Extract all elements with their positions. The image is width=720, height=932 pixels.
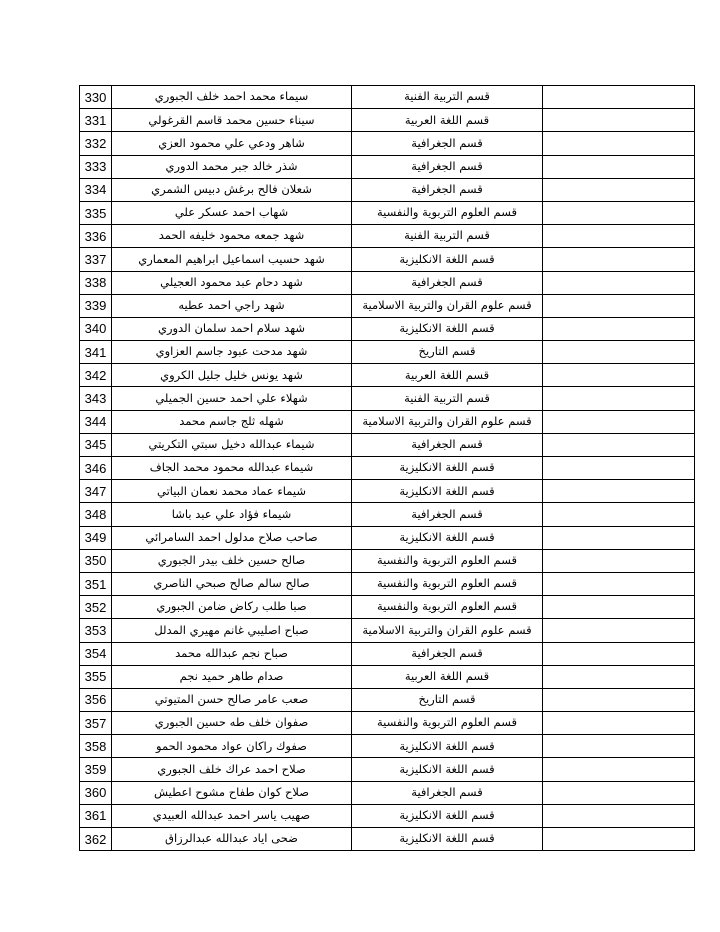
student-name-cell: شاهر ودعي علي محمود العزي [112,132,352,155]
row-number-cell: 342 [80,364,112,387]
department-cell: قسم التاريخ [352,688,543,711]
student-name-cell: شيماء فؤاد علي عبد باشا [112,503,352,526]
empty-cell [543,225,695,248]
department-cell: قسم التربية الفنية [352,225,543,248]
department-cell: قسم العلوم التربوية والنفسية [352,572,543,595]
table-row [80,109,695,132]
row-number-cell: 335 [80,201,112,224]
student-name-cell: صهيب ياسر احمد عبدالله العبيدي [112,804,352,827]
empty-cell [543,387,695,410]
row-number-cell: 345 [80,433,112,456]
department-cell: قسم اللغة العربية [352,109,543,132]
student-name-cell: شيماء عبدالله دخيل سبتي التكريتي [112,433,352,456]
student-name-cell: شهلاء علي احمد حسين الجميلي [112,387,352,410]
empty-cell [543,619,695,642]
empty-cell [543,86,695,109]
table-row [80,642,695,665]
row-number-cell: 340 [80,317,112,340]
student-name-cell: صعب عامر صالح حسن المتيوتي [112,688,352,711]
row-number-cell: 361 [80,804,112,827]
empty-cell [543,526,695,549]
student-name-cell: صدام طاهر حميد نجم [112,665,352,688]
department-cell: قسم الجغرافية [352,781,543,804]
student-roster-table [79,85,695,851]
table-row [80,712,695,735]
student-name-cell: صفوك راكان عواد محمود الحمو [112,735,352,758]
row-number-cell: 362 [80,828,112,851]
table-row [80,457,695,480]
department-cell: قسم اللغة الانكليزية [352,248,543,271]
empty-cell [543,201,695,224]
roster-body [80,86,695,851]
department-cell: قسم اللغة الانكليزية [352,480,543,503]
empty-cell [543,572,695,595]
table-row [80,433,695,456]
student-name-cell: شهاب احمد عسكر علي [112,201,352,224]
row-number-cell: 359 [80,758,112,781]
student-name-cell: صبا طلب ركاض ضامن الجبوري [112,596,352,619]
row-number-cell: 336 [80,225,112,248]
row-number-cell: 339 [80,294,112,317]
table-row [80,248,695,271]
student-name-cell: ضحى اياد عبدالله عبدالرزاق [112,828,352,851]
student-name-cell: صلاح كوان طفاح مشوح اعطيش [112,781,352,804]
row-number-cell: 358 [80,735,112,758]
empty-cell [543,665,695,688]
row-number-cell: 337 [80,248,112,271]
department-cell: قسم اللغة العربية [352,364,543,387]
department-cell: قسم التربية الفنية [352,387,543,410]
student-name-cell: شذر خالد جبر محمد الدوري [112,155,352,178]
row-number-cell: 356 [80,688,112,711]
empty-cell [543,503,695,526]
department-cell: قسم اللغة الانكليزية [352,735,543,758]
student-name-cell: شيماء عبدالله محمود محمد الجاف [112,457,352,480]
table-row [80,341,695,364]
table-row [80,410,695,433]
empty-cell [543,804,695,827]
department-cell: قسم العلوم التربوية والنفسية [352,712,543,735]
department-cell: قسم التربية الفنية [352,86,543,109]
table-row [80,387,695,410]
row-number-cell: 344 [80,410,112,433]
table-row [80,201,695,224]
table-row [80,503,695,526]
student-name-cell: شهد سلام احمد سلمان الدوري [112,317,352,340]
department-cell: قسم الجغرافية [352,155,543,178]
empty-cell [543,480,695,503]
student-name-cell: شيماء عماد محمد نعمان البياتي [112,480,352,503]
table-row [80,735,695,758]
row-number-cell: 352 [80,596,112,619]
student-name-cell: شهله ثلج جاسم محمد [112,410,352,433]
department-cell: قسم الجغرافية [352,642,543,665]
row-number-cell: 334 [80,178,112,201]
row-number-cell: 349 [80,526,112,549]
row-number-cell: 338 [80,271,112,294]
student-name-cell: صفوان خلف طه حسين الجبوري [112,712,352,735]
department-cell: قسم اللغة الانكليزية [352,457,543,480]
table-row [80,86,695,109]
table-row [80,619,695,642]
empty-cell [543,317,695,340]
empty-cell [543,341,695,364]
empty-cell [543,364,695,387]
table-row [80,665,695,688]
department-cell: قسم علوم القران والتربية الاسلامية [352,619,543,642]
student-name-cell: سيناء حسين محمد قاسم القرغولي [112,109,352,132]
department-cell: قسم العلوم التربوية والنفسية [352,596,543,619]
table-row [80,155,695,178]
row-number-cell: 350 [80,549,112,572]
department-cell: قسم الجغرافية [352,178,543,201]
row-number-cell: 332 [80,132,112,155]
empty-cell [543,758,695,781]
department-cell: قسم التاريخ [352,341,543,364]
student-name-cell: صباح اصليبي غانم مهيري المدلل [112,619,352,642]
student-name-cell: صالح حسين خلف بيدر الجبوري [112,549,352,572]
empty-cell [543,178,695,201]
empty-cell [543,132,695,155]
table-row [80,758,695,781]
department-cell: قسم اللغة الانكليزية [352,758,543,781]
row-number-cell: 348 [80,503,112,526]
student-name-cell: شهد حسيب اسماعيل ابراهيم المعماري [112,248,352,271]
empty-cell [543,155,695,178]
department-cell: قسم علوم القران والتربية الاسلامية [352,410,543,433]
department-cell: قسم علوم القران والتربية الاسلامية [352,294,543,317]
row-number-cell: 347 [80,480,112,503]
row-number-cell: 357 [80,712,112,735]
table-row [80,225,695,248]
empty-cell [543,781,695,804]
row-number-cell: 360 [80,781,112,804]
empty-cell [543,712,695,735]
department-cell: قسم اللغة العربية [352,665,543,688]
empty-cell [543,828,695,851]
empty-cell [543,688,695,711]
department-cell: قسم اللغة الانكليزية [352,317,543,340]
department-cell: قسم الجغرافية [352,132,543,155]
student-name-cell: شهد راجي احمد عطيه [112,294,352,317]
department-cell: قسم اللغة الانكليزية [352,828,543,851]
empty-cell [543,271,695,294]
row-number-cell: 346 [80,457,112,480]
empty-cell [543,294,695,317]
table-row [80,132,695,155]
student-name-cell: صاحب صلاح مدلول احمد السامرائي [112,526,352,549]
row-number-cell: 355 [80,665,112,688]
row-number-cell: 353 [80,619,112,642]
row-number-cell: 330 [80,86,112,109]
student-name-cell: صباح نجم عبدالله محمد [112,642,352,665]
department-cell: قسم الجغرافية [352,433,543,456]
department-cell: قسم الجغرافية [352,271,543,294]
student-name-cell: شهد مدحت عبود جاسم العزاوي [112,341,352,364]
empty-cell [543,596,695,619]
table-row [80,294,695,317]
empty-cell [543,109,695,132]
table-row [80,364,695,387]
empty-cell [543,549,695,572]
department-cell: قسم اللغة الانكليزية [352,526,543,549]
student-name-cell: صالح سالم صالح صبحي الناصري [112,572,352,595]
table-row [80,781,695,804]
department-cell: قسم العلوم التربوية والنفسية [352,549,543,572]
student-name-cell: شهد دحام عبد محمود العجيلي [112,271,352,294]
table-row [80,480,695,503]
row-number-cell: 343 [80,387,112,410]
empty-cell [543,410,695,433]
department-cell: قسم الجغرافية [352,503,543,526]
student-name-cell: سيماء محمد احمد خلف الجبوري [112,86,352,109]
row-number-cell: 331 [80,109,112,132]
department-cell: قسم العلوم التربوية والنفسية [352,201,543,224]
table-row [80,271,695,294]
table-row [80,526,695,549]
table-row [80,549,695,572]
table-row [80,688,695,711]
table-row [80,317,695,340]
empty-cell [543,642,695,665]
student-name-cell: شهد يونس خليل جليل الكروي [112,364,352,387]
table-row [80,572,695,595]
table-row [80,828,695,851]
table-row [80,804,695,827]
empty-cell [543,433,695,456]
row-number-cell: 354 [80,642,112,665]
table-row [80,178,695,201]
empty-cell [543,248,695,271]
student-name-cell: شهد جمعه محمود خليفه الحمد [112,225,352,248]
department-cell: قسم اللغة الانكليزية [352,804,543,827]
row-number-cell: 351 [80,572,112,595]
empty-cell [543,457,695,480]
row-number-cell: 333 [80,155,112,178]
table-row [80,596,695,619]
empty-cell [543,735,695,758]
row-number-cell: 341 [80,341,112,364]
student-name-cell: شعلان فالح برغش دبيس الشمري [112,178,352,201]
student-name-cell: صلاح احمد عراك خلف الجبوري [112,758,352,781]
